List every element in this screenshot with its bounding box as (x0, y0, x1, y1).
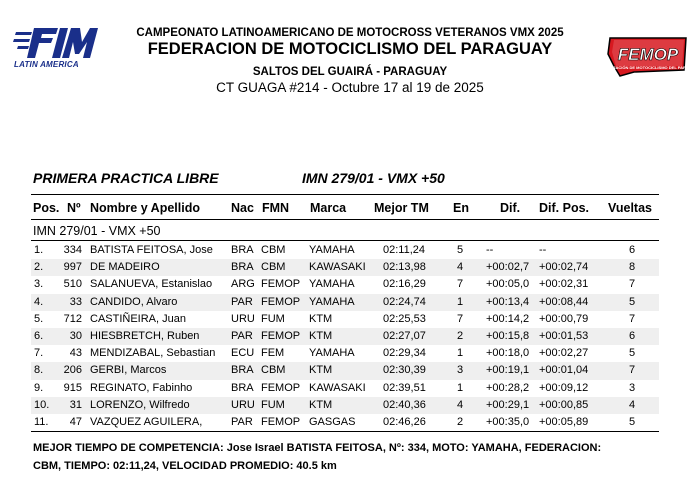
cell-num: 510 (63, 278, 82, 291)
cell-dif: +00:15,8 (486, 329, 530, 342)
cell-marca: KTM (309, 398, 333, 411)
cell-dif-pos: +00:00,79 (539, 312, 589, 325)
cell-dif-pos: +00:08,44 (539, 295, 589, 308)
cell-dif: +00:19,1 (486, 364, 530, 377)
cell-best-time: 02:27,07 (383, 329, 426, 342)
cell-dif: +00:29,1 (486, 398, 530, 411)
cell-name: MENDIZABAL, Sebastian (90, 347, 216, 360)
session-title: PRIMERA PRACTICA LIBRE (33, 170, 219, 186)
location-title: SALTOS DEL GUAIRÁ - PARAGUAY (252, 66, 448, 78)
cell-en: 4 (456, 261, 464, 274)
cell-marca: YAMAHA (309, 244, 355, 256)
federation-title: FEDERACION DE MOTOCICLISMO DEL PARAGUAY (147, 40, 553, 58)
cell-en: 4 (456, 398, 464, 411)
table-row (0, 276, 700, 293)
table-row (0, 362, 700, 379)
summary-line-1: MEJOR TIEMPO DE COMPETENCIA: Jose Israel BATISTA FEITOSA, Nº: 334, MOTO: YAMAHA, FEDERACION: (33, 442, 602, 454)
cell-fmn: FEMOP (261, 329, 301, 342)
cell-best-time: 02:13,98 (383, 261, 426, 274)
cell-num: 206 (63, 364, 82, 377)
cell-pos: 11. (34, 415, 49, 428)
table-row (0, 380, 700, 397)
cell-best-time: 02:40,36 (383, 398, 426, 411)
cell-marca: KTM (309, 364, 333, 377)
table-row (0, 311, 700, 328)
cell-dif-pos: +00:01,53 (539, 329, 589, 342)
cell-pos: 5. (34, 312, 44, 325)
cell-best-time: 02:39,51 (383, 381, 426, 394)
col-marca: Marca (310, 201, 347, 215)
cell-name: REGINATO, Fabinho (90, 381, 193, 394)
cell-dif-pos: +00:02,31 (539, 278, 589, 291)
table-row (0, 345, 700, 362)
cell-dif: +00:14,2 (486, 312, 530, 325)
cell-name: HIESBRETCH, Ruben (90, 329, 200, 342)
cell-en: 2 (456, 329, 464, 342)
svg-text:FEMOP: FEMOP (617, 45, 679, 64)
cell-dif-pos: +00:02,74 (539, 261, 589, 274)
col-en: En (453, 201, 469, 215)
cell-laps: 5 (628, 347, 636, 360)
cell-dif: +00:05,0 (486, 278, 530, 291)
cell-en: 2 (456, 415, 464, 428)
cell-dif-pos: +00:05,89 (539, 415, 589, 428)
cell-pos: 4. (34, 295, 44, 308)
cell-name: VAZQUEZ AGUILERA, (90, 415, 203, 428)
cell-marca: KTM (309, 329, 333, 342)
best-time-summary (33, 439, 673, 475)
cell-num: 33 (69, 295, 82, 308)
cell-nac: BRA (231, 244, 254, 256)
cell-name: GERBI, Marcos (90, 364, 167, 377)
cell-best-time: 02:46,26 (383, 415, 426, 428)
event-title: CT GUAGA #214 - Octubre 17 al 19 de 2025 (216, 80, 484, 95)
cell-marca: KAWASAKI (309, 261, 366, 274)
col-dif: Dif. (500, 201, 521, 215)
cell-marca: KAWASAKI (309, 381, 366, 394)
col-nac: Nac (231, 201, 254, 215)
cell-laps: 4 (628, 398, 636, 411)
svg-text:FEDERACIÓN DE MOTOCICLISMO DEL: FEDERACIÓN DE MOTOCICLISMO DEL PARAGUAY (601, 65, 700, 70)
divider-header (31, 219, 659, 220)
cell-dif-pos: +00:02,27 (539, 347, 589, 360)
cell-laps: 7 (628, 278, 636, 291)
cell-best-time: 02:25,53 (383, 312, 426, 325)
cell-name: BATISTA FEITOSA, Jose (90, 244, 213, 256)
cell-dif-pos: +00:09,12 (539, 381, 589, 394)
cell-laps: 7 (628, 364, 636, 377)
cell-num: 31 (69, 398, 82, 411)
cell-num: 915 (63, 381, 82, 394)
cell-nac: BRA (231, 261, 254, 274)
cell-num: 334 (63, 244, 82, 256)
cell-en: 7 (456, 278, 464, 291)
cell-best-time: 02:11,24 (383, 244, 426, 256)
cell-name: CANDIDO, Alvaro (90, 295, 178, 308)
cell-fmn: FEM (261, 347, 285, 360)
cell-pos: 1. (34, 244, 44, 256)
cell-pos: 2. (34, 261, 44, 274)
cell-laps: 5 (628, 295, 636, 308)
cell-dif-pos: +00:00,85 (539, 398, 589, 411)
cell-num: 712 (63, 312, 82, 325)
cell-name: SALANUEVA, Estanislao (90, 278, 213, 291)
cell-laps: 5 (628, 415, 636, 428)
cell-nac: PAR (231, 295, 253, 308)
cell-num: 43 (69, 347, 82, 360)
cell-fmn: FUM (261, 312, 285, 325)
cell-nac: ECU (231, 347, 255, 360)
cell-best-time: 02:29,34 (383, 347, 426, 360)
cell-fmn: FEMOP (261, 295, 301, 308)
cell-dif: -- (486, 244, 494, 256)
cell-marca: YAMAHA (309, 278, 355, 291)
table-row (0, 328, 700, 345)
cell-pos: 6. (34, 329, 44, 342)
cell-pos: 3. (34, 278, 44, 291)
cell-pos: 8. (34, 364, 44, 377)
cell-name: CASTIÑEIRA, Juan (90, 312, 186, 325)
table-row (0, 397, 700, 414)
table-header (0, 201, 700, 217)
cell-en: 7 (456, 312, 464, 325)
session-class: IMN 279/01 - VMX +50 (302, 170, 445, 186)
col-best: Mejor TM (374, 201, 429, 215)
divider-group (31, 240, 659, 241)
cell-fmn: CBM (261, 244, 286, 256)
fim-subtitle: LATIN AMERICA (14, 60, 79, 69)
cell-fmn: FEMOP (261, 278, 301, 291)
cell-marca: YAMAHA (309, 295, 355, 308)
divider-bottom (31, 431, 659, 432)
cell-name: DE MADEIRO (90, 261, 160, 274)
cell-best-time: 02:30,39 (383, 364, 426, 377)
cell-fmn: CBM (261, 364, 286, 377)
cell-pos: 7. (34, 347, 44, 360)
table-row (0, 294, 700, 311)
cell-dif: +00:02,7 (486, 261, 530, 274)
femop-logo (601, 36, 700, 78)
class-group-label: IMN 279/01 - VMX +50 (33, 224, 161, 238)
cell-nac: URU (231, 312, 255, 325)
table-row (0, 414, 700, 431)
cell-marca: GASGAS (309, 415, 356, 428)
col-difpos: Dif. Pos. (539, 201, 590, 215)
cell-dif-pos: +00:01,04 (539, 364, 589, 377)
cell-marca: YAMAHA (309, 347, 355, 360)
cell-fmn: FEMOP (261, 415, 301, 428)
cell-pos: 10. (34, 398, 50, 411)
cell-num: 997 (63, 261, 82, 274)
cell-nac: BRA (231, 364, 254, 377)
cell-nac: PAR (231, 329, 253, 342)
cell-nac: BRA (231, 381, 254, 394)
summary-line-2: CBM, TIEMPO: 02:11,24, VELOCIDAD PROMEDIO: 40.5 km (33, 460, 337, 472)
col-fmn: FMN (262, 201, 290, 215)
col-name: Nombre y Apellido (90, 201, 200, 215)
cell-marca: KTM (309, 312, 333, 325)
cell-nac: URU (231, 398, 255, 411)
col-num: Nº (67, 201, 81, 215)
cell-nac: PAR (231, 415, 253, 428)
cell-en: 1 (456, 347, 464, 360)
cell-dif: +00:18,0 (486, 347, 530, 360)
col-pos: Pos. (33, 201, 60, 215)
cell-laps: 3 (628, 381, 636, 394)
cell-dif-pos: -- (539, 244, 547, 256)
cell-dif: +00:28,2 (486, 381, 530, 394)
col-laps: Vueltas (608, 201, 653, 215)
cell-num: 30 (69, 329, 82, 342)
cell-dif: +00:13,4 (486, 295, 530, 308)
cell-laps: 6 (628, 244, 636, 256)
cell-best-time: 02:24,74 (383, 295, 426, 308)
cell-en: 1 (456, 381, 464, 394)
cell-num: 47 (69, 415, 82, 428)
cell-fmn: FUM (261, 398, 285, 411)
championship-title: CAMPEONATO LATINOAMERICANO DE MOTOCROSS VETERANOS VMX 2025 (136, 27, 564, 39)
cell-laps: 7 (628, 312, 636, 325)
cell-en: 1 (456, 295, 464, 308)
cell-fmn: FEMOP (261, 381, 301, 394)
cell-best-time: 02:16,29 (383, 278, 426, 291)
table-row (0, 259, 700, 276)
cell-laps: 8 (628, 261, 636, 274)
table-row (0, 242, 700, 259)
results-table (0, 242, 700, 431)
divider-top (31, 194, 659, 195)
cell-dif: +00:35,0 (486, 415, 530, 428)
cell-nac: ARG (231, 278, 255, 291)
cell-laps: 6 (628, 329, 636, 342)
cell-en: 3 (456, 364, 464, 377)
cell-fmn: CBM (261, 261, 286, 274)
cell-pos: 9. (34, 381, 44, 394)
cell-name: LORENZO, Wilfredo (90, 398, 190, 411)
cell-en: 5 (456, 244, 464, 256)
